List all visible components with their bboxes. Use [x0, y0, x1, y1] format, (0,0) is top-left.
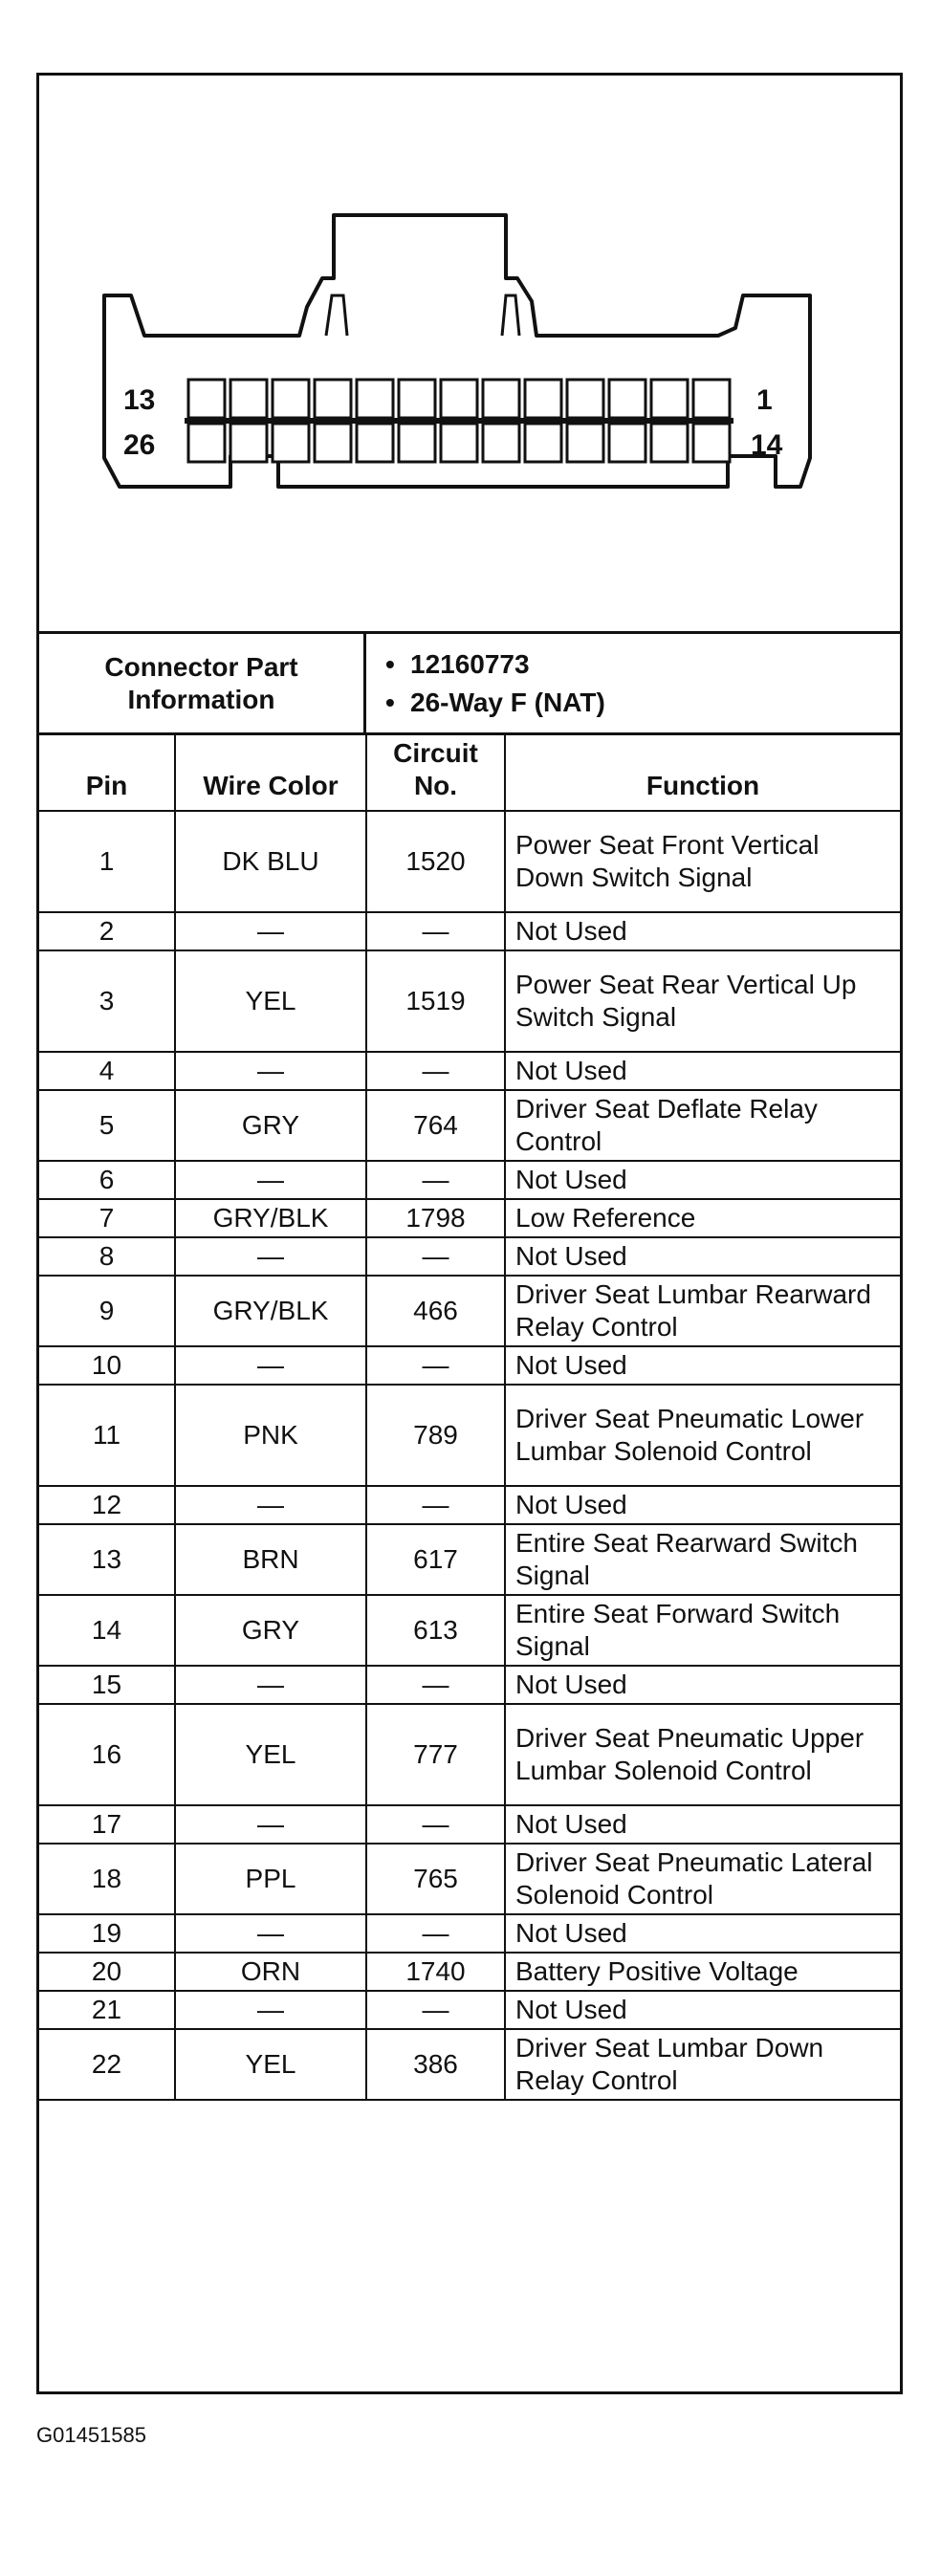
pin-cell: 6: [39, 1161, 175, 1199]
table-row: [39, 1090, 900, 1161]
function-cell: Not Used: [505, 1805, 900, 1844]
terminal-cavity: [357, 424, 393, 462]
circuit-no-cell: —: [366, 1486, 505, 1524]
pin-header: Pin: [39, 735, 175, 811]
wire-color-cell: —: [175, 1237, 366, 1276]
connector-type: 26-Way F (NAT): [410, 688, 605, 717]
pin-cell: 22: [39, 2029, 175, 2100]
wire-color-cell: —: [175, 1346, 366, 1385]
wire-color-cell: GRY: [175, 1595, 366, 1666]
pin-label-13: 13: [123, 384, 156, 416]
function-cell: Driver Seat Pneumatic Lateral Solenoid Control: [505, 1844, 900, 1914]
pin-label-14: 14: [751, 429, 783, 461]
connector-face-drawing: [39, 76, 900, 630]
pin-cell: 19: [39, 1914, 175, 1953]
function-cell: Driver Seat Lumbar Rearward Relay Control: [505, 1276, 900, 1346]
connector-part-information: [39, 634, 900, 735]
connector-sheet: [36, 73, 903, 2394]
table-row: [39, 950, 900, 1052]
terminal-cavity: [567, 380, 603, 418]
circuit-no-header: Circuit No.: [366, 735, 505, 811]
pin-cell: 18: [39, 1844, 175, 1914]
circuit-no-cell: 617: [366, 1524, 505, 1595]
circuit-no-cell: —: [366, 1237, 505, 1276]
pin-label-1: 1: [756, 384, 773, 416]
terminal-cavity: [357, 380, 393, 418]
table-row: [39, 1524, 900, 1595]
connector-diagram: [39, 76, 900, 634]
terminal-cavity: [525, 424, 561, 462]
terminal-cavity: [651, 380, 688, 418]
circuit-no-cell: —: [366, 912, 505, 950]
function-cell: Battery Positive Voltage: [505, 1953, 900, 1991]
wire-color-cell: —: [175, 1666, 366, 1704]
terminal-cavity: [230, 380, 267, 418]
pin-cell: 17: [39, 1805, 175, 1844]
connector-part-info-label: Connector Part Information: [39, 634, 366, 732]
pinout-table: [39, 735, 900, 2101]
table-row: [39, 2029, 900, 2100]
wire-color-cell: —: [175, 912, 366, 950]
pin-cell: 12: [39, 1486, 175, 1524]
function-cell: Low Reference: [505, 1199, 900, 1237]
connector-type-line: [385, 684, 900, 722]
terminal-cavity: [651, 424, 688, 462]
terminal-cavity: [188, 424, 225, 462]
circuit-no-cell: 1798: [366, 1199, 505, 1237]
circuit-no-cell: —: [366, 1914, 505, 1953]
terminal-cavity: [315, 380, 351, 418]
pin-cell: 16: [39, 1704, 175, 1805]
pinout-rows: [39, 811, 900, 2100]
bullet: •: [385, 649, 395, 679]
wire-color-cell: GRY: [175, 1090, 366, 1161]
function-cell: Driver Seat Pneumatic Lower Lumbar Solenoid Control: [505, 1385, 900, 1486]
wire-color-cell: DK BLU: [175, 811, 366, 912]
terminal-cavity: [441, 380, 477, 418]
wire-color-header: Wire Color: [175, 735, 366, 811]
function-cell: Not Used: [505, 1486, 900, 1524]
pin-label-26: 26: [123, 429, 156, 461]
table-row: [39, 1595, 900, 1666]
table-row: [39, 1199, 900, 1237]
pin-cell: 4: [39, 1052, 175, 1090]
table-row: [39, 1953, 900, 1991]
table-row: [39, 1666, 900, 1704]
wire-color-cell: —: [175, 1486, 366, 1524]
terminal-cavity: [567, 424, 603, 462]
terminal-cavity: [693, 380, 730, 418]
circuit-no-cell: 765: [366, 1844, 505, 1914]
pin-cell: 20: [39, 1953, 175, 1991]
table-row: [39, 1991, 900, 2029]
pin-cell: 11: [39, 1385, 175, 1486]
terminal-cavity: [693, 424, 730, 462]
terminal-cavity: [483, 380, 519, 418]
function-cell: Not Used: [505, 1666, 900, 1704]
pin-cell: 13: [39, 1524, 175, 1595]
wire-color-cell: —: [175, 1161, 366, 1199]
function-cell: Entire Seat Forward Switch Signal: [505, 1595, 900, 1666]
wire-color-cell: YEL: [175, 950, 366, 1052]
table-row: [39, 811, 900, 912]
terminal-cavity: [441, 424, 477, 462]
pin-cell: 7: [39, 1199, 175, 1237]
circuit-no-cell: 1740: [366, 1953, 505, 1991]
terminal-cavity: [273, 424, 309, 462]
pin-cell: 8: [39, 1237, 175, 1276]
pin-cell: 14: [39, 1595, 175, 1666]
wire-color-cell: YEL: [175, 1704, 366, 1805]
circuit-no-cell: 1520: [366, 811, 505, 912]
bullet: •: [385, 688, 395, 717]
pin-cell: 15: [39, 1666, 175, 1704]
function-cell: Driver Seat Lumbar Down Relay Control: [505, 2029, 900, 2100]
circuit-no-cell: 613: [366, 1595, 505, 1666]
function-cell: Not Used: [505, 1237, 900, 1276]
circuit-no-cell: —: [366, 1052, 505, 1090]
figure-id: G01451585: [36, 2423, 146, 2447]
function-cell: Not Used: [505, 912, 900, 950]
terminal-cavity: [483, 424, 519, 462]
table-row: [39, 1486, 900, 1524]
wire-color-cell: PNK: [175, 1385, 366, 1486]
table-row: [39, 1914, 900, 1953]
wire-color-cell: GRY/BLK: [175, 1199, 366, 1237]
terminal-cavity: [315, 424, 351, 462]
wire-color-cell: ORN: [175, 1953, 366, 1991]
circuit-no-cell: —: [366, 1805, 505, 1844]
terminal-cavity: [399, 424, 435, 462]
pin-cell: 5: [39, 1090, 175, 1161]
pin-cell: 1: [39, 811, 175, 912]
function-cell: Not Used: [505, 1914, 900, 1953]
circuit-no-cell: 1519: [366, 950, 505, 1052]
pin-cell: 10: [39, 1346, 175, 1385]
table-row: [39, 1704, 900, 1805]
wire-color-cell: GRY/BLK: [175, 1276, 366, 1346]
terminal-cavity-grid: [185, 380, 733, 462]
wire-color-cell: —: [175, 1805, 366, 1844]
function-cell: Power Seat Front Vertical Down Switch Signal: [505, 811, 900, 912]
part-number-line: [385, 645, 900, 684]
wire-color-cell: PPL: [175, 1844, 366, 1914]
function-cell: Entire Seat Rearward Switch Signal: [505, 1524, 900, 1595]
circuit-no-cell: 777: [366, 1704, 505, 1805]
wire-color-cell: —: [175, 1991, 366, 2029]
table-row: [39, 1844, 900, 1914]
circuit-no-cell: —: [366, 1666, 505, 1704]
terminal-cavity: [399, 380, 435, 418]
function-cell: Not Used: [505, 1346, 900, 1385]
table-row: [39, 1161, 900, 1199]
terminal-cavity: [609, 424, 646, 462]
pinout-header-row: [39, 735, 900, 811]
circuit-no-cell: 386: [366, 2029, 505, 2100]
table-row: [39, 1385, 900, 1486]
pin-cell: 2: [39, 912, 175, 950]
wire-color-cell: —: [175, 1052, 366, 1090]
function-cell: Not Used: [505, 1161, 900, 1199]
circuit-no-cell: 466: [366, 1276, 505, 1346]
function-cell: Driver Seat Deflate Relay Control: [505, 1090, 900, 1161]
pin-cell: 21: [39, 1991, 175, 2029]
terminal-cavity: [188, 380, 225, 418]
cavity-divider: [185, 418, 733, 424]
table-row: [39, 1052, 900, 1090]
wire-color-cell: BRN: [175, 1524, 366, 1595]
function-cell: Not Used: [505, 1052, 900, 1090]
pin-cell: 9: [39, 1276, 175, 1346]
table-row: [39, 1237, 900, 1276]
terminal-cavity: [230, 424, 267, 462]
circuit-no-cell: 764: [366, 1090, 505, 1161]
table-row: [39, 1805, 900, 1844]
circuit-no-cell: —: [366, 1991, 505, 2029]
function-cell: Power Seat Rear Vertical Up Switch Signal: [505, 950, 900, 1052]
table-row: [39, 912, 900, 950]
table-row: [39, 1346, 900, 1385]
function-cell: Driver Seat Pneumatic Upper Lumbar Solenoid Control: [505, 1704, 900, 1805]
function-header: Function: [505, 735, 900, 811]
part-number: 12160773: [410, 649, 530, 679]
terminal-cavity: [525, 380, 561, 418]
function-cell: Not Used: [505, 1991, 900, 2029]
wire-color-cell: YEL: [175, 2029, 366, 2100]
circuit-no-cell: —: [366, 1161, 505, 1199]
terminal-cavity: [609, 380, 646, 418]
connector-part-info-values: [366, 634, 900, 732]
pin-cell: 3: [39, 950, 175, 1052]
circuit-no-cell: 789: [366, 1385, 505, 1486]
terminal-cavity: [273, 380, 309, 418]
table-row: [39, 1276, 900, 1346]
circuit-no-cell: —: [366, 1346, 505, 1385]
wire-color-cell: —: [175, 1914, 366, 1953]
